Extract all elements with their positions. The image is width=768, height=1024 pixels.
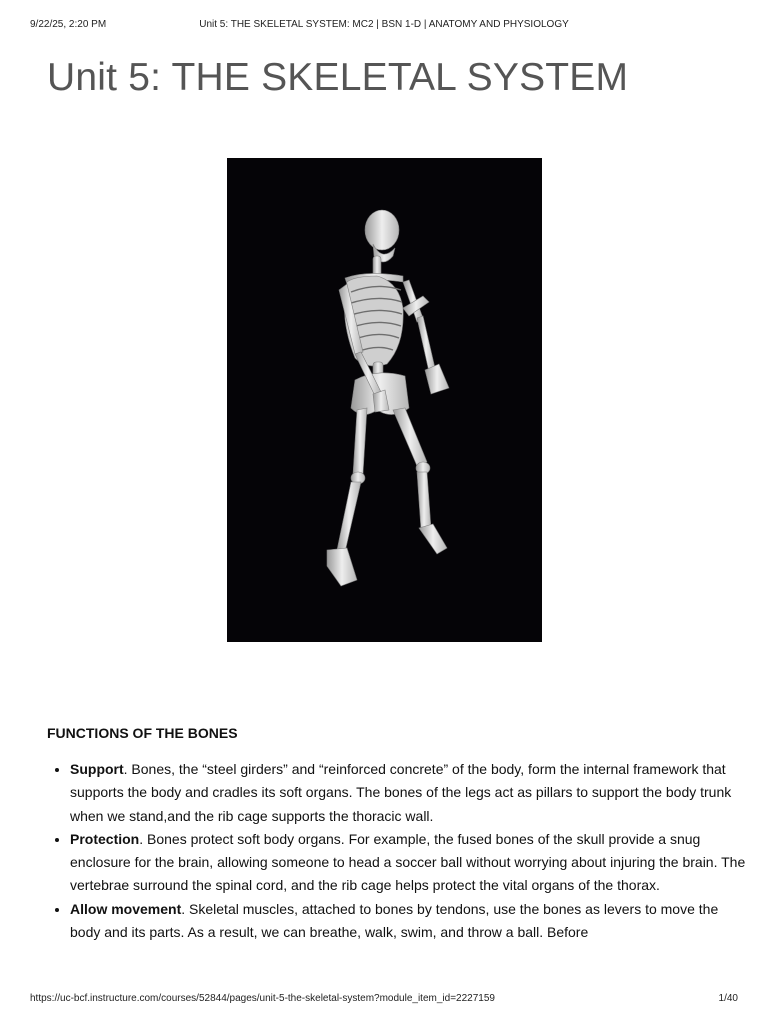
print-document-title: Unit 5: THE SKELETAL SYSTEM: MC2 | BSN 1-D | ANATOMY AND PHYSIOLOGY <box>199 19 569 30</box>
page-indicator: 1/40 <box>718 993 738 1004</box>
list-item-text: . Bones, the “steel girders” and “reinforced concrete” of the body, form the internal framework that supports the body and cradles its soft organs. The bones of the legs act as pillars to support the body trunk when we stand,and the rib cage supports the thoracic wall. <box>70 761 732 824</box>
list-item <box>70 898 750 945</box>
list-item <box>70 828 750 898</box>
page-title: Unit 5: THE SKELETAL SYSTEM <box>47 56 629 99</box>
right-tibia <box>337 482 361 552</box>
print-footer <box>30 993 738 1007</box>
list-item-term: Allow movement <box>70 900 182 917</box>
print-header <box>30 19 738 33</box>
list-item-text: . Skeletal muscles, attached to bones by tendons, use the bones as levers to move the body and its parts. As a result, we can breathe, walk, swim, and throw a ball. Before <box>70 900 719 941</box>
section-heading: FUNCTIONS OF THE BONES <box>47 725 238 741</box>
skeleton-image <box>227 158 542 642</box>
list-item-term: Support <box>70 761 124 777</box>
print-url: https://uc-bcf.instructure.com/courses/52844/pages/unit-5-the-skeletal-system?module_item_id=2227159 <box>30 993 495 1004</box>
left-tibia <box>417 472 431 530</box>
left-femur <box>393 408 427 466</box>
functions-list <box>47 758 750 944</box>
print-timestamp: 9/22/25, 2:20 PM <box>30 19 107 30</box>
list-item <box>70 758 750 828</box>
list-item-term: Protection <box>70 830 140 847</box>
left-forearm <box>417 316 435 372</box>
left-hand <box>425 364 449 394</box>
left-foot <box>419 524 447 554</box>
right-femur <box>353 408 367 474</box>
skeleton-illustration <box>227 158 542 642</box>
list-item-text: . Bones protect soft body organs. For example, the fused bones of the skull provide a snug enclosure for the brain, allowing someone to head a soccer ball without worrying about injuring the brain. The vertebrae surround the spinal cord, and the rib cage helps protect the vital organs of the thorax. <box>70 830 746 894</box>
skull <box>365 210 399 250</box>
right-foot <box>327 548 357 586</box>
skeleton-figure <box>327 210 449 586</box>
